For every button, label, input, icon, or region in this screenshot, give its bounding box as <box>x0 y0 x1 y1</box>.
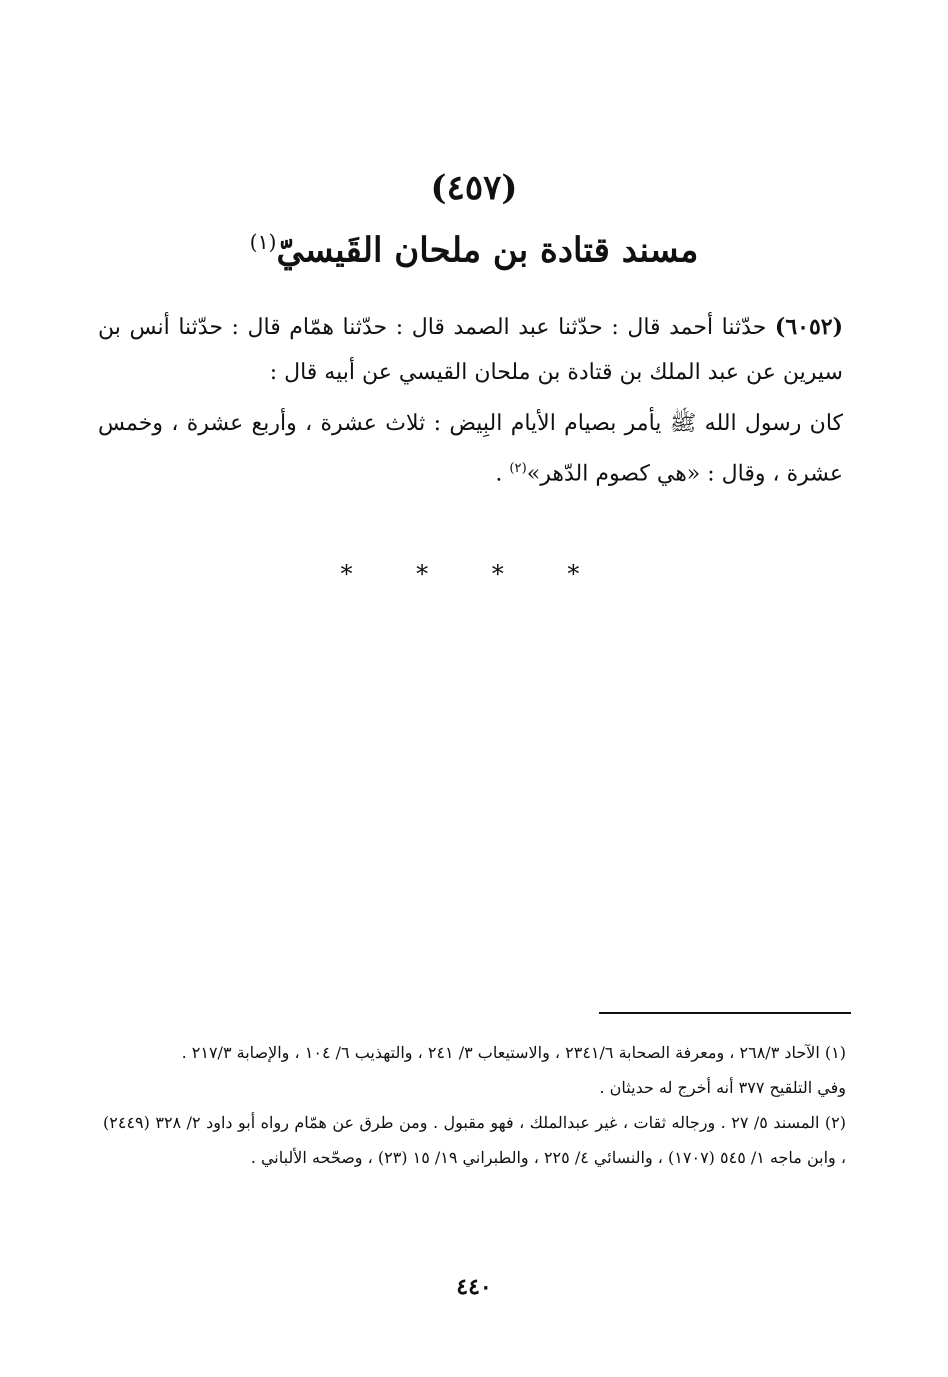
hadith-matn-paragraph <box>98 401 843 496</box>
footnote-1-continuation: وفي التلقيح ٣٧٧ أنه أخرج له حديثان . <box>599 1078 846 1097</box>
hadith-isnad-paragraph <box>98 305 843 395</box>
page-number: ٤٤٠ <box>456 1274 492 1300</box>
hadith-matn-end: . <box>495 461 510 487</box>
footnote-2: (٢) المسند ٥/ ٢٧ . ورجاله ثقات ، غير عبدالملك ، فهو مقبول . ومن طرق عن همّام رواه أبو داود ٢/ ٣٢٨ (٢٤٤٩) ، وابن ماجه ١/ ٥٤٥ (١٧٠٧) ، والنسائي ٤/ ٢٢٥ ، والطبراني ١٩/ ١٥ (٢٣) ، وصحّحه الألباني . <box>103 1113 847 1167</box>
footnote-1: (١) الآحاد ٢٦٨/٣ ، ومعرفة الصحابة ٢٣٤١/٦ ، والاستيعاب ٣/ ٢٤١ ، والتهذيب ٦/ ١٠٤ ، والإصابة ٢١٧/٣ . <box>181 1043 846 1062</box>
hadith-isnad: حدّثنا أحمد قال : حدّثنا عبد الصمد قال : حدّثنا همّام قال : حدّثنا أنس بن سيرين عن عبد الملك بن قتادة بن ملحان القيسي عن أبيه قال : <box>98 315 843 385</box>
section-title <box>0 230 948 270</box>
hadith-body <box>98 305 843 502</box>
section-title-text: مسند قتادة بن ملحان القَيسيّ <box>276 230 699 271</box>
footnotes <box>103 1035 846 1175</box>
section-number: (٤٥٧) <box>430 168 518 208</box>
hadith-matn: كان رسول الله ﷺ يأمر بصيام الأيام البِيض : ثلاث عشرة ، وأربع عشرة ، وخمس عشرة ، وقال : «هي كصوم الدّهر» <box>98 411 843 487</box>
footnote-ref-2[interactable]: (٢) <box>509 461 527 476</box>
hadith-number: (٦٠٥٢) <box>774 314 843 340</box>
footnote-divider <box>599 1012 851 1014</box>
footnote-ref-1[interactable]: (١) <box>249 230 277 254</box>
section-separator: * * * * <box>340 560 608 588</box>
